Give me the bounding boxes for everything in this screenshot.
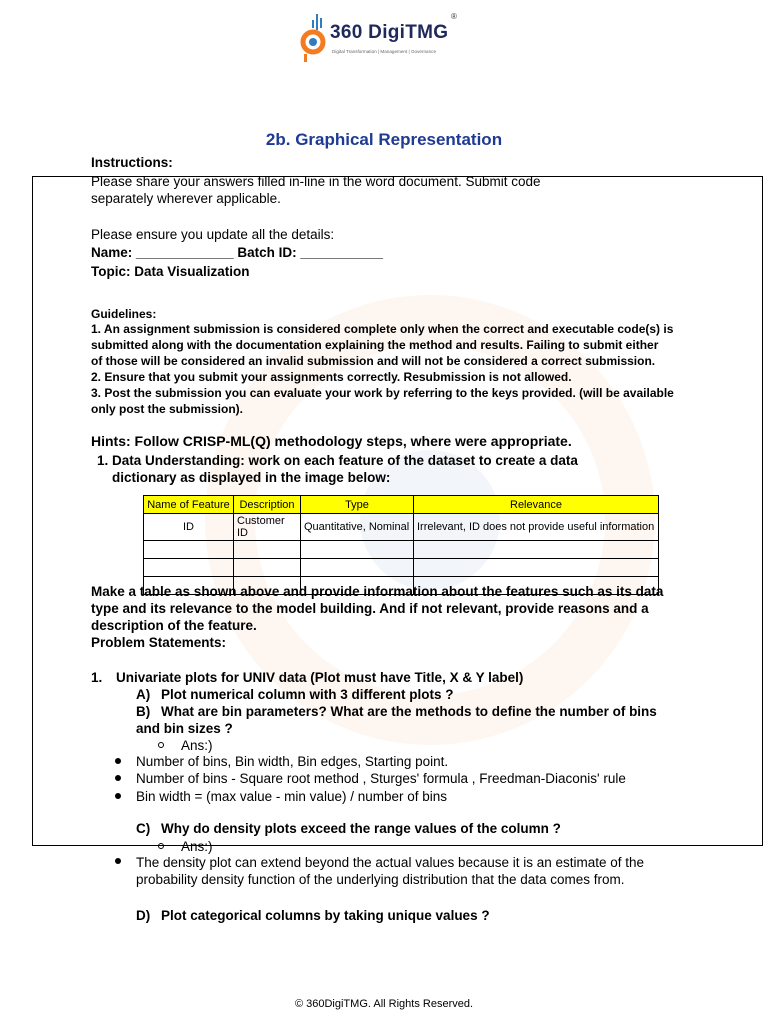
instructions-line-3: Please ensure you update all the details: — [91, 227, 335, 242]
instructions-heading: Instructions: — [91, 155, 173, 170]
question-b-text-2: and bin sizes ? — [136, 721, 233, 736]
instructions-line-2: separately wherever applicable. — [91, 191, 281, 206]
make-table-line-1: Make a table as shown above and provide information about the features such as its data — [91, 584, 664, 599]
column-header: Relevance — [414, 496, 659, 514]
column-header: Type — [301, 496, 414, 514]
feature-dictionary-table — [143, 495, 659, 595]
table-cell — [414, 541, 659, 559]
table-row — [144, 559, 659, 577]
logo-name: 360 DigiTMG — [330, 22, 449, 43]
circle-bullet-icon — [158, 843, 164, 849]
bullet-icon — [115, 775, 121, 781]
hint-item-1-line-2: dictionary as displayed in the image below: — [112, 470, 391, 485]
answer-bullet-line-2: probability density function of the underlying distribution that the data comes from. — [136, 872, 625, 887]
hint-item-1-line-1: 1. Data Understanding: work on each feature of the dataset to create a data — [97, 453, 578, 468]
answer-bullet-line-1: The density plot can extend beyond the actual values because it is an estimate of the — [136, 855, 645, 870]
table-cell — [301, 541, 414, 559]
company-logo — [296, 12, 476, 68]
hints-heading: Hints: Follow CRISP-ML(Q) methodology steps, where were appropriate. — [91, 433, 572, 449]
logo-tagline: Digital Transformation | Management | Governance — [332, 49, 437, 54]
page-title: 2b. Graphical Representation — [265, 130, 503, 149]
table-cell: Irrelevant, ID does not provide useful information — [414, 514, 659, 541]
table-header-row — [144, 496, 659, 514]
column-header: Description — [234, 496, 301, 514]
page-footer: © 360DigiTMG. All Rights Reserved. — [294, 998, 474, 1010]
table-cell: Quantitative, Nominal — [301, 514, 414, 541]
make-table-line-3: description of the feature. — [91, 618, 257, 633]
question-c-text: Why do density plots exceed the range values of the column ? — [161, 821, 561, 836]
guideline-line: 1. An assignment submission is considered complete only when the correct and executable code(s) is — [91, 322, 674, 336]
question-a-text: Plot numerical column with 3 different plots ? — [161, 687, 454, 702]
question-a-label: A) — [136, 687, 151, 702]
circle-bullet-icon — [158, 742, 164, 748]
logo-mark-icon — [296, 12, 330, 68]
answer-label: Ans:) — [181, 738, 213, 753]
answer-label: Ans:) — [181, 839, 213, 854]
question-b-label: B) — [136, 704, 151, 719]
make-table-line-2: type and its relevance to the model building. And if not relevant, provide reasons and a — [91, 601, 649, 616]
table-cell — [234, 541, 301, 559]
guideline-line: of those will be considered an invalid submission and will not be considered a correct submission. — [91, 354, 656, 368]
bullet-icon — [115, 858, 121, 864]
table-cell — [144, 559, 234, 577]
answer-bullet: Number of bins, Bin width, Bin edges, Starting point. — [136, 754, 449, 769]
topic-line: Topic: Data Visualization — [91, 264, 250, 279]
question-b-text: What are bin parameters? What are the methods to define the number of bins — [161, 704, 657, 719]
guidelines-heading: Guidelines: — [91, 307, 157, 321]
guideline-line: submitted along with the documentation explaining the method and results. Failing to submit either — [91, 338, 659, 352]
question-1-number: 1. — [91, 670, 103, 685]
guideline-line: 3. Post the submission you can evaluate your work by referring to the keys provided. (will be available — [91, 386, 674, 400]
table-cell: Customer ID — [234, 514, 301, 541]
question-1-text: Univariate plots for UNIV data (Plot must have Title, X & Y label) — [116, 670, 524, 685]
table-cell — [144, 541, 234, 559]
table-row — [144, 514, 659, 541]
guideline-line: 2. Ensure that you submit your assignments correctly. Resubmission is not allowed. — [91, 370, 572, 384]
answer-bullet: Number of bins - Square root method , Sturges' formula , Freedman-Diaconis' rule — [136, 771, 626, 786]
guideline-line: only post the submission). — [91, 402, 244, 416]
column-header: Name of Feature — [144, 496, 234, 514]
problem-statements-heading: Problem Statements: — [91, 635, 227, 650]
table-cell — [234, 559, 301, 577]
bullet-icon — [115, 758, 121, 764]
instructions-line-1: Please share your answers filled in-line in the word document. Submit code — [91, 174, 541, 189]
question-d-label: D) — [136, 908, 151, 923]
bullet-icon — [115, 793, 121, 799]
question-d-text: Plot categorical columns by taking unique values ? — [161, 908, 490, 923]
table-cell — [301, 559, 414, 577]
table-cell: ID — [144, 514, 234, 541]
name-batch-line: Name: _____________ Batch ID: ___________ — [91, 245, 383, 260]
registered-mark: ® — [451, 12, 457, 21]
table-row — [144, 541, 659, 559]
table-cell — [414, 559, 659, 577]
answer-bullet: Bin width = (max value - min value) / number of bins — [136, 789, 448, 804]
question-c-label: C) — [136, 821, 151, 836]
